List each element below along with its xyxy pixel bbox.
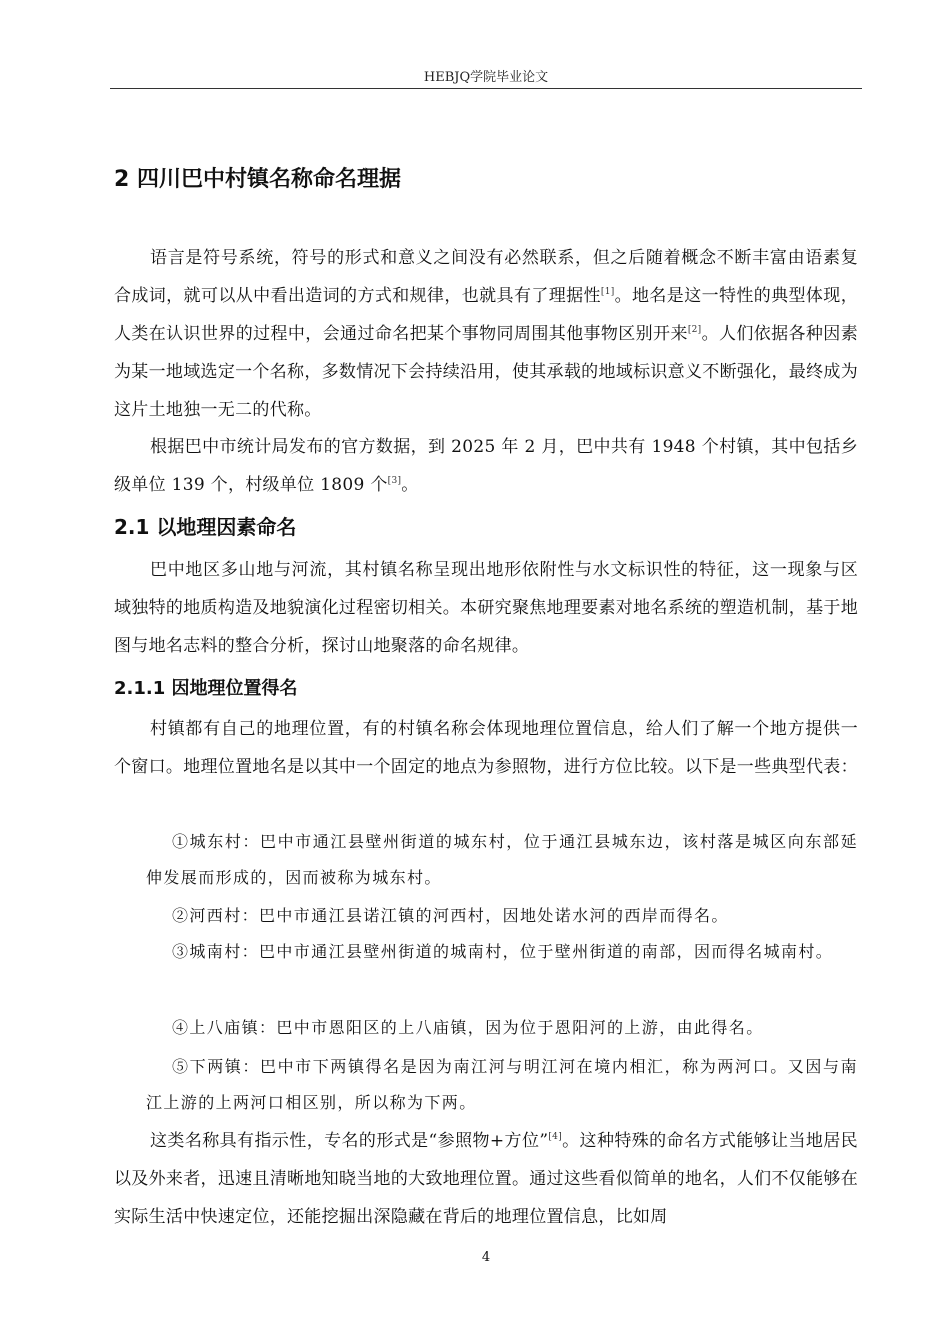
section-2-1-1-heading: 2.1.1 因地理位置得名: [114, 678, 298, 699]
running-header: HEBJQ学院毕业论文: [423, 70, 549, 85]
citation-3: [3]: [387, 476, 402, 486]
header-rule: [110, 88, 862, 89]
section-2-1-1-paragraph: 村镇都有自己的地理位置，有的村镇名称会体现地理位置信息，给人们了解一个地方提供一个窗口。地理位置地名是以其中一个固定的地点为参照物，进行方位比较。以下是一些典型代表：: [114, 719, 858, 777]
section-2-1-paragraph: 巴中地区多山地与河流，其村镇名称呈现出地形依附性与水文标识性的特征，这一现象与区域独特的地质构造及地貌演化过程密切相关。本研究聚焦地理要素对地名系统的塑造机制，基于地图与地名志料的整合分析，探讨山地聚落的命名规律。: [114, 560, 858, 656]
example-item-2: ②河西村：巴中市通江县诺江镇的河西村，因地处诺水河的西岸而得名。: [172, 906, 729, 925]
citation-2: [2]: [687, 325, 702, 335]
intro-p1-text-a: 语言是符号系统，符号的形式和意义之间没有必然联系，但之后随着概念不断丰富由语素复合成词，就可以从中看出造词的方式和规律，也就具有了理据性: [114, 248, 858, 306]
page-number: 4: [481, 1250, 491, 1265]
example-item-4: ④上八庙镇：巴中市恩阳区的上八庙镇，因为位于恩阳河的上游，由此得名。: [172, 1018, 764, 1037]
intro-paragraph-2: [114, 428, 858, 504]
section-2-1-heading: 2.1 以地理因素命名: [114, 515, 297, 539]
closing-text-b: 。这种特殊的命名方式能够让当地居民以及外来者，迅速且清晰地知晓当地的大致地理位置。通过这些看似简单的地名，人们不仅能够在实际生活中快速定位，还能挖掘出深隐藏在背后的地理位置信息，比如周: [114, 1131, 858, 1227]
intro-p2-text-a: 根据巴中市统计局发布的官方数据，到 2025 年 2 月，巴中共有 1948 个村镇，其中包括乡级单位 139 个，村级单位 1809 个: [114, 437, 858, 495]
closing-text-a: 这类名称具有指示性，专名的形式是“参照物+方位”: [150, 1131, 549, 1151]
intro-p2-text-b: 。: [401, 475, 419, 495]
citation-1: [1]: [600, 287, 615, 297]
intro-p1-text-b: 。地名是这一特性的典型体现，人类在认识世界的过程中，会通过命名把某个事物同周围其他事物区别开来: [114, 286, 858, 344]
intro-p1-text-c: 。人们依据各种因素为某一地域选定一个名称，多数情况下会持续沿用，使其承载的地域标识意义不断强化，最终成为这片土地独一无二的代称。: [114, 324, 858, 420]
example-item-1: ①城东村：巴中市通江县壁州街道的城东村，位于通江县城东边，该村落是城区向东部延伸发展而形成的，因而被称为城东村。: [146, 832, 858, 887]
intro-paragraph-1: [114, 239, 858, 429]
chapter-title: 2 四川巴中村镇名称命名理据: [114, 167, 401, 192]
example-item-3: ③城南村：巴中市通江县壁州街道的城南村，位于壁州街道的南部，因而得名城南村。: [172, 942, 834, 961]
citation-4: [4]: [548, 1132, 563, 1142]
closing-paragraph: [114, 1122, 858, 1236]
example-item-5: ⑤下两镇：巴中市下两镇得名是因为南江河与明江河在境内相汇，称为两河口。又因与南江上游的上两河口相区别，所以称为下两。: [146, 1057, 858, 1112]
